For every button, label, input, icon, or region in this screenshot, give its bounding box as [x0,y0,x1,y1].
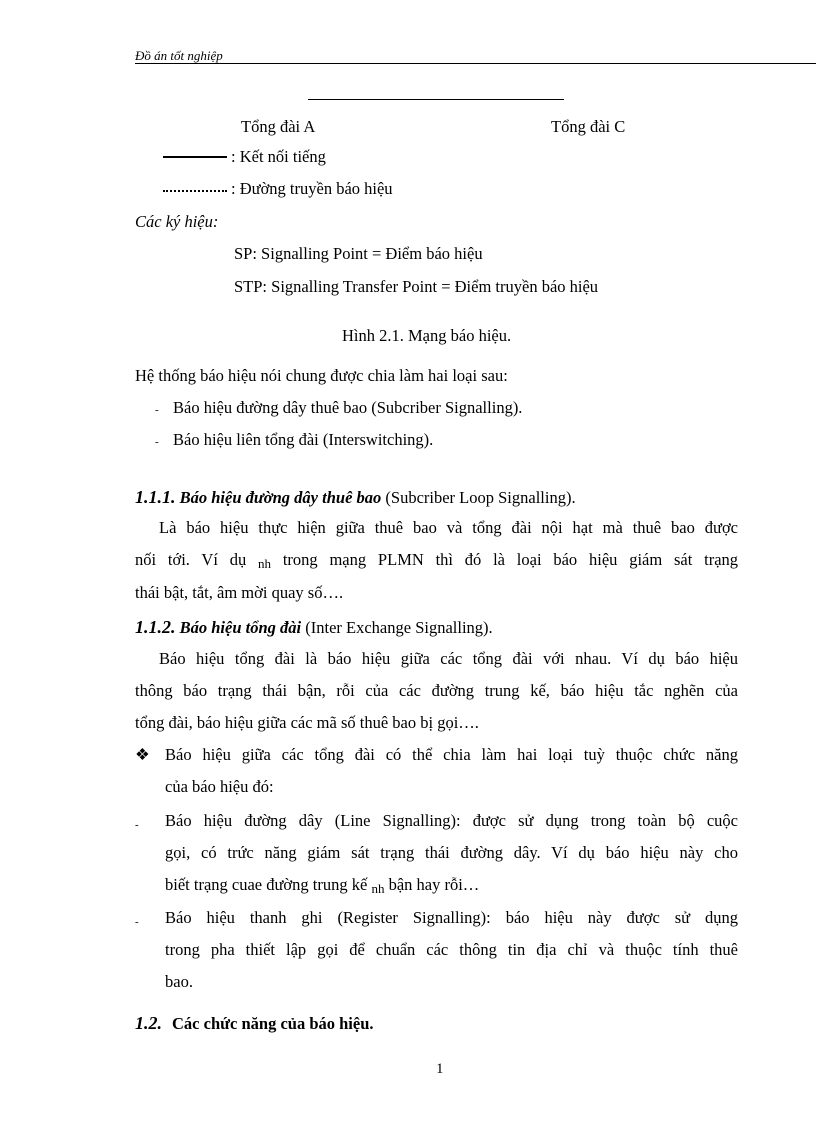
dash-marker: - [135,916,139,928]
dash-marker: - [155,436,159,448]
intro-bullet-2 [155,430,433,450]
paragraph-line: thái bật, tắt, âm mời quay số…. [135,583,344,602]
diamond-bullet-icon: ❖ [135,745,150,764]
figure-label-exchange-c: Tổng đài C [551,117,626,136]
paragraph-line: gọi, có trức năng giám sát trạng thái đường dây. Ví dụ báo hiệu này cho [165,843,738,862]
paragraph-line: thông báo trạng thái bận, rỗi của các đường trung kế, báo hiệu tắc nghẽn của [135,681,738,700]
subscript-nh: nh [258,556,272,571]
page-number: 1 [436,1061,444,1077]
diamond-item [135,739,738,803]
symbols-title: Các ký hiệu: [135,212,219,231]
paragraph-line: Báo hiệu tổng đài là báo hiệu giữa các tổng đài với nhau. Ví dụ báo hiệu [159,649,738,668]
section-1-1-2-body [135,643,738,739]
section-number: 1.1.2. [135,617,176,637]
diamond-item-body [165,739,738,803]
legend-solid-line [163,156,227,158]
paragraph-fragment: trong mạng PLMN thì đó là loại báo hiệu giám sát trạng [282,550,739,569]
paragraph-line: tổng đài, báo hiệu giữa các mã số thuê bao bị gọi…. [135,713,479,732]
paragraph-fragment: biết trạng cuae đường trung kế [165,875,368,894]
figure-caption: Hình 2.1. Mạng báo hiệu. [342,326,512,345]
section-title-suffix: (Subcriber Loop Signalling). [381,488,576,507]
section-1-2-heading [135,1013,374,1034]
section-number: 1.2. [135,1013,162,1033]
intro-bullet-2-text: Báo hiệu liên tổng đài (Interswitching). [173,430,434,449]
section-number: 1.1.1. [135,487,176,507]
legend-dotted [163,179,393,199]
legend-dotted-line [163,190,227,192]
paragraph-line: Là báo hiệu thực hiện giữa thuê bao và tổng đài nội hạt mà thuê bao được [159,518,738,537]
intro-bullet-1-text: Báo hiệu đường dây thuê bao (Subcriber Signalling). [173,398,523,417]
paragraph-line: của báo hiệu đó: [165,777,274,796]
paragraph-line: Báo hiệu thanh ghi (Register Signalling): báo hiệu này được sử dụng [165,908,738,927]
intro-text: Hệ thống báo hiệu nói chung được chia làm hai loại sau: [135,366,508,385]
legend-solid-text: : Kết nối tiếng [231,147,326,166]
section-1-1-2-heading [135,617,493,638]
symbol-sp: SP: Signalling Point = Điểm báo hiệu [234,244,483,263]
dash-marker: - [155,404,159,416]
section-title: Các chức năng của báo hiệu. [172,1014,374,1033]
running-header: Đồ án tốt nghiệp [135,48,223,63]
section-title-suffix: (Inter Exchange Signalling). [301,618,493,637]
line-signalling-item [135,805,738,902]
section-1-1-1-body [135,512,738,609]
paragraph-line: Báo hiệu giữa các tổng đài có thể chia làm hai loại tuỳ thuộc chức năng [165,745,738,764]
section-title: Báo hiệu đường dây thuê bao [179,488,382,507]
symbol-stp: STP: Signalling Transfer Point = Điểm truyền báo hiệu [234,277,599,296]
paragraph-line: bao. [165,972,193,991]
header-rule [135,63,816,64]
figure-connection-line [308,99,564,100]
register-signalling-item [135,902,738,998]
figure-label-exchange-a: Tổng đài A [241,117,316,136]
paragraph-line: trong pha thiết lập gọi để chuẩn các thông tin địa chỉ và thuộc tính thuê [165,940,738,959]
legend-solid [163,147,326,167]
dash-marker: - [135,819,139,831]
line-signalling-body [165,805,738,902]
paragraph-fragment: bận hay rỗi… [388,875,480,894]
paragraph-line [165,869,738,902]
paragraph-line: Báo hiệu đường dây (Line Signalling): được sử dụng trong toàn bộ cuộc [165,811,738,830]
section-1-1-1-heading [135,487,576,508]
legend-dotted-text: : Đường truyền báo hiệu [231,179,393,198]
intro-bullet-1 [155,398,522,418]
register-signalling-body [165,902,738,998]
paragraph-line [135,544,738,577]
section-title: Báo hiệu tổng đài [179,618,302,637]
subscript-nh: nh [371,881,385,896]
paragraph-fragment: nối tới. Ví dụ [135,550,247,569]
